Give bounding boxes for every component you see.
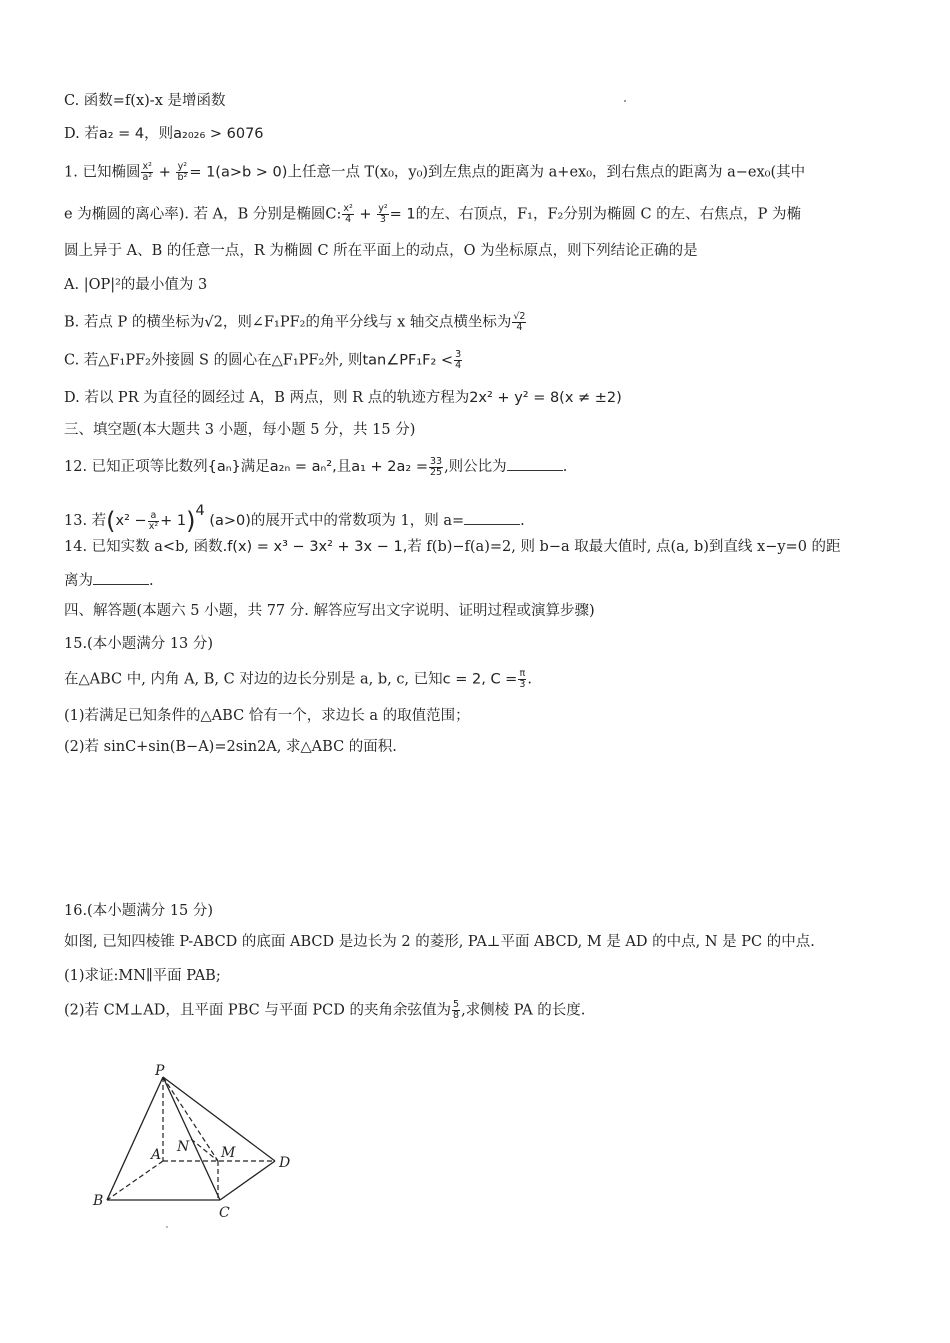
text: 满足 <box>240 459 270 475</box>
math: = 1(a>b > 0) <box>189 164 288 181</box>
q16-stem: 如图, 已知四棱锥 P-ABCD 的底面 ABCD 是边长为 2 的菱形, PA⊥平面 ABCD, M 是 AD 的中点, N 是 PC 的中点. <box>64 934 815 950</box>
fraction: $\frac{5}{8}$ <box>453 999 460 1021</box>
math: f(x) = x³ − 3x² + 3x − 1, <box>227 539 408 555</box>
fraction: $\frac{\text{x²}}{\text{a²}}$ <box>142 161 153 183</box>
text: 在△ABC 中, 内角 A, B, C 对边的边长分别是 a, b, c, 已知 <box>64 671 443 688</box>
text: 的左、右顶点，F₁，F₂分别为椭圆 C 的左、右焦点，P 为椭 <box>415 206 802 223</box>
math: = 1 <box>389 206 416 223</box>
math: a₂ₙ = aₙ², <box>269 459 337 475</box>
text: D. 若以 PR 为直径的圆经过 A，B 两点，则 R 点的轨迹方程为 <box>64 390 470 406</box>
text: ，则 <box>144 126 174 142</box>
q11-option-c <box>64 350 463 371</box>
q15-stem: 在△ABC 中, 内角 A, B, C 对边的边长分别是 a, b, c, 已知c = 2, C = $\frac{\pi}{3}$ . <box>64 668 532 690</box>
scan-speck <box>166 1226 168 1228</box>
q15-part1: (1)若满足已知条件的△ABC 恰有一个，求边长 a 的取值范围； <box>64 708 470 724</box>
math: + 1 <box>160 513 187 529</box>
q16-header: 16.(本小题满分 15 分) <box>64 903 214 919</box>
label-M: M <box>221 1145 236 1161</box>
q14-line2: 离为 . <box>64 570 154 591</box>
answer-blank[interactable] <box>93 570 149 585</box>
math: {aₙ} <box>207 459 241 475</box>
label-A: A <box>151 1147 162 1163</box>
q15-part2: (2)若 sinC+sin(B−A)=2sin2A, 求△ABC 的面积. <box>64 739 397 755</box>
fraction: $\frac{a}{\text{x²}}$ <box>148 509 159 532</box>
q15-header: 15.(本小题满分 13 分) <box>64 636 214 652</box>
q11-stem-line2: e 为椭圆的离心率). 若 A，B 分别是椭圆C: $\frac{\text{x²}}{4}$ + $\frac{\text{y²}}{3}$ = 1的左、右顶点，F₁，F₂分别为椭圆 C 的左、右焦点，P 为椭 <box>64 203 802 225</box>
math: a₂ = 4 <box>98 126 145 142</box>
math: (a>0) <box>204 513 251 529</box>
fraction: $\frac{\text{y²}}{3}$ <box>378 203 388 225</box>
answer-blank[interactable] <box>507 456 563 471</box>
q11-option-b <box>64 312 527 333</box>
label-P: P <box>155 1063 165 1079</box>
text: B. 若点 P 的横坐标为√2，则∠F₁PF₂的角平分线与 x 轴交点横坐标为 <box>64 314 512 331</box>
text: 上任意一点 T(x₀，y₀)到左焦点的距离为 a+ex₀，到右焦点的距离为 a−ex₀(其中 <box>287 164 806 181</box>
label-C: C <box>219 1205 230 1221</box>
text: 1. 已知椭圆 <box>64 164 141 181</box>
text: ,则公比为 <box>444 459 507 475</box>
math: a₁ + 2a₂ = <box>351 459 428 475</box>
fraction: $\frac{33}{25}$ <box>429 455 443 478</box>
text: 且 <box>336 459 352 475</box>
scan-speck <box>624 100 626 102</box>
fraction: $\frac{\text{y²}}{\text{b²}}$ <box>177 161 188 183</box>
q13: 13. 若(x² − $\frac{a}{\text{x²}}$ + 1)$^4$ (a>0)的展开式中的常数项为 1，则 a= . <box>64 503 525 535</box>
fraction: $\frac{\text{x²}}{4}$ <box>343 203 353 225</box>
q16-part2 <box>64 1000 585 1021</box>
answer-blank[interactable] <box>464 510 520 525</box>
label-B: B <box>93 1193 104 1209</box>
text: 若 f(b)−f(a)=2, 则 b−a 取最大值时, 点(a, b)到直线 x−y=0 的距 <box>407 539 841 555</box>
q11-stem-line1: 1. 已知椭圆 $\frac{\text{x²}}{\text{a²}}$ + $\frac{\text{y²}}{\text{b²}}$ = 1(a>b > 0)上任意一点 T(x₀，y₀)到左焦点的距离为 a+ex₀，到右焦点的距离为 a−ex₀(其中 <box>64 161 806 183</box>
section3-title: 三、填空题(本大题共 3 小题，每小题 5 分，共 15 分) <box>64 422 416 438</box>
text: ,求侧棱 PA 的长度. <box>461 1002 586 1019</box>
math: c = 2, C = <box>442 671 518 688</box>
label-N: N <box>177 1139 190 1155</box>
text: 12. 已知正项等比数列 <box>64 459 208 475</box>
q16-part1: (1)求证:MN∥平面 PAB; <box>64 968 221 984</box>
text: C. 若△F₁PF₂外接圆 S 的圆心在△F₁PF₂外, 则 <box>64 352 363 369</box>
prev-option-c: C. 函数=f(x)-x 是增函数 <box>64 93 226 109</box>
section4-title: 四、解答题(本题六 5 小题，共 77 分. 解答应写出文字说明、证明过程或演算步骤) <box>64 603 595 619</box>
q11-option-a: A. |OP|²的最小值为 3 <box>64 277 208 293</box>
text: D. 若 <box>64 126 99 142</box>
prev-option-d <box>64 124 264 144</box>
text: e 为椭圆的离心率). 若 A，B 分别是椭圆C: <box>64 206 342 223</box>
q11-stem-line3: 圆上异于 A、B 的任意一点，R 为椭圆 C 所在平面上的动点，O 为坐标原点，则下列结论正确的是 <box>64 243 698 259</box>
fraction: $\frac{\pi}{3}$ <box>519 668 526 690</box>
q11-option-d <box>64 388 622 408</box>
text: 离为 <box>64 573 93 589</box>
q12: 12. 已知正项等比数列{aₙ}满足a₂ₙ = aₙ²,且a₁ + 2a₂ = $\frac{33}{25}$ ,则公比为 . <box>64 455 568 478</box>
text: 13. 若 <box>64 513 107 529</box>
math: 2x² + y² = 8(x ≠ ±2) <box>469 390 622 406</box>
fraction: $\frac{3}{4}$ <box>455 349 462 371</box>
math: tan∠PF₁F₂ < <box>362 352 454 369</box>
q14-line1 <box>64 537 841 557</box>
math: x² − <box>115 513 147 529</box>
text: 的展开式中的常数项为 1，则 a= <box>250 513 465 529</box>
pyramid-figure <box>85 1055 315 1240</box>
fraction: $\frac{√2}{4}$ <box>513 311 526 333</box>
label-D: D <box>279 1155 291 1171</box>
math: a₂₀₂₆ > 6076 <box>173 126 264 142</box>
text: 14. 已知实数 a<b, 函数. <box>64 539 228 555</box>
text: (2)若 CM⊥AD，且平面 PBC 与平面 PCD 的夹角余弦值为 <box>64 1002 452 1019</box>
